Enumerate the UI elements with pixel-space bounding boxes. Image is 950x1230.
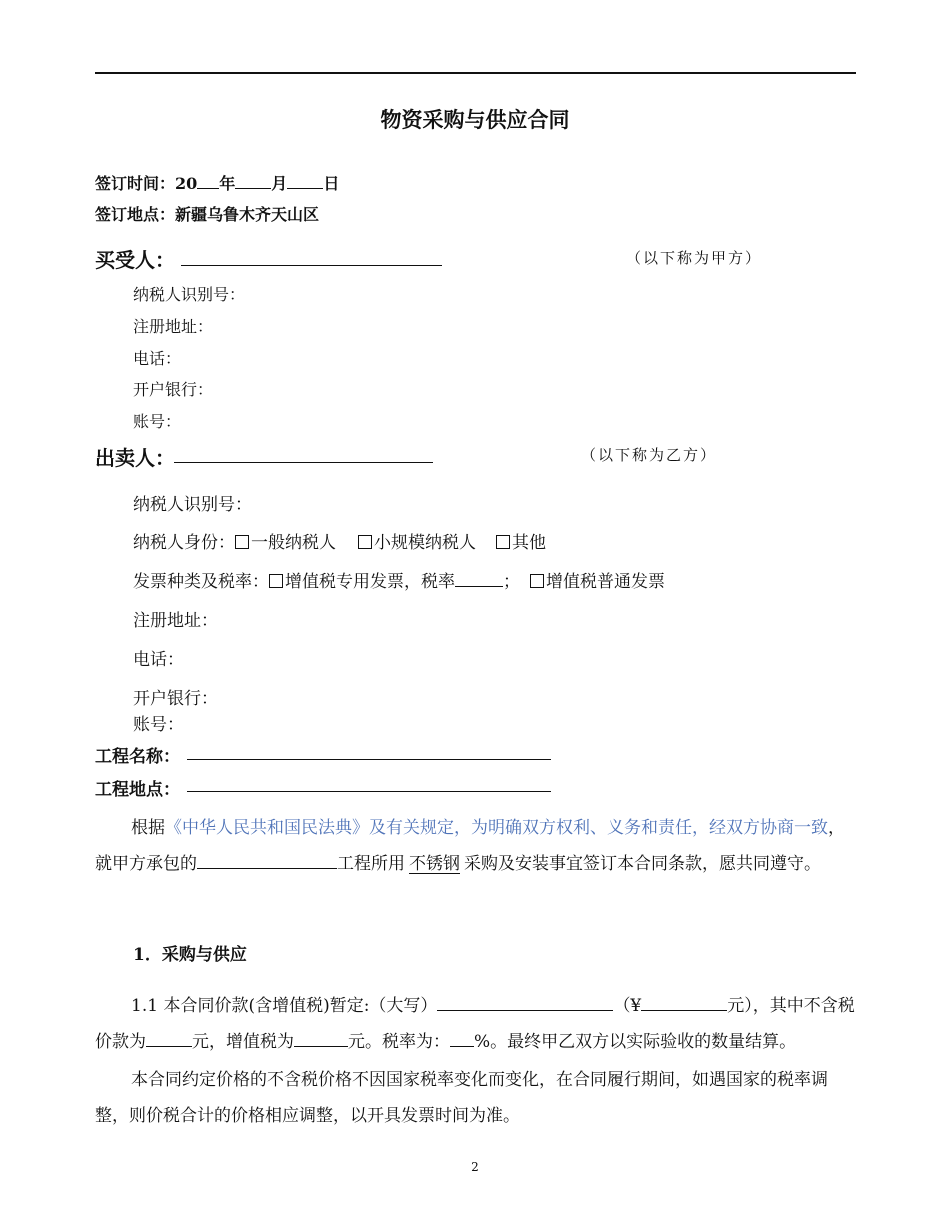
page-number: 2 [471,1160,479,1174]
clause-1-1 [95,988,857,1060]
pretax-price-blank[interactable] [146,1028,192,1047]
seller-note: （以下称为乙方） [581,446,718,464]
clause-1-1-d: 元，增值税为 [192,1032,294,1052]
checkbox-general-taxpayer[interactable] [235,535,249,549]
buyer-note: （以下称为甲方） [626,249,763,267]
vat-amount-blank[interactable] [294,1028,348,1047]
intro-text-2: ，就甲方承包的 [95,818,845,874]
material-name: 不锈钢 [409,854,460,874]
invoice-special: 增值税专用发票，税率 [285,572,455,592]
option-other: 其他 [512,533,546,553]
signing-time-label: 签订时间：20 [95,174,198,193]
buyer-bank: 开户银行： [133,380,214,399]
buyer-account: 账号： [133,412,182,431]
month-unit: 月 [271,174,288,193]
price-number-blank[interactable] [641,992,727,1011]
day-blank[interactable] [287,170,323,189]
seller-account: 账号： [133,715,184,735]
buyer-phone: 电话： [133,349,182,368]
identity-label: 纳税人身份： [133,533,235,553]
signing-place: 签订地点：新疆乌鲁木齐天山区 [95,205,320,224]
buyer-address: 注册地址： [133,317,214,336]
signing-time [95,170,339,194]
tax-rate-blank[interactable] [455,568,503,587]
invoice-normal: 增值税普通发票 [546,572,665,592]
checkbox-special-invoice[interactable] [269,574,283,588]
project-name-label: 工程名称： [95,747,180,767]
year-unit: 年 [219,174,236,193]
invoice-separator: ； [503,572,520,592]
checkbox-other[interactable] [496,535,510,549]
project-place-label: 工程地点： [95,780,180,800]
contract-project-blank[interactable] [197,850,337,869]
clause-1-1-a: 1.1 本合同价款(含增值税)暂定:（大写） [131,996,438,1016]
intro-text-4: 采购及安装事宜签订本合同条款，愿共同遵守。 [464,854,821,874]
clause-1-1-e: 元。税率为： [348,1032,450,1052]
seller-address: 注册地址： [133,611,218,631]
clause-1-1-b: （¥ [613,996,642,1016]
section-1-heading: 1．采购与供应 [133,945,247,965]
invoice-label: 发票种类及税率： [133,572,269,592]
buyer-name-blank[interactable] [181,247,442,266]
checkbox-normal-invoice[interactable] [530,574,544,588]
checkbox-small-taxpayer[interactable] [358,535,372,549]
month-blank[interactable] [235,170,271,189]
seller-invoice [133,567,665,592]
clause-1-1-note: 本合同约定价格的不含税价格不因国家税率变化而变化，在合同履行期间，如遇国家的税率调整，则价税合计的价格相应调整，以开具发票时间为准。 [95,1070,828,1126]
tax-rate-percent-blank[interactable] [450,1028,474,1047]
seller-label: 出卖人： [95,446,175,470]
day-unit: 日 [323,174,340,193]
year-blank[interactable] [197,170,219,189]
project-name-blank[interactable] [187,741,551,760]
option-small-taxpayer: 小规模纳税人 [374,533,476,553]
clause-1-1-f: %。最终甲乙双方以实际验收的数量结算。 [474,1032,797,1052]
clause-1-1-c: 元），其中不含税价款为 [95,996,855,1052]
price-uppercase-blank[interactable] [437,992,613,1011]
seller-bank: 开户银行： [133,689,218,709]
intro-text-3: 工程所用 [337,854,405,874]
top-rule [95,72,856,74]
seller-name-blank[interactable] [174,444,433,463]
option-general-taxpayer: 一般纳税人 [251,533,336,553]
law-reference: 《中华人民共和国民法典》及有关规定，为明确双方权利、义务和责任，经双方协商一致 [165,818,828,838]
seller-phone: 电话： [133,650,184,670]
contract-title: 物资采购与供应合同 [380,107,570,132]
seller-taxpayer-id: 纳税人识别号： [133,495,252,515]
intro-paragraph [95,810,857,882]
project-place-blank[interactable] [187,773,551,792]
buyer-taxpayer-id: 纳税人识别号： [133,285,246,304]
intro-text-1: 根据 [131,818,165,838]
buyer-label: 买受人： [95,248,175,272]
seller-identity [133,528,546,553]
